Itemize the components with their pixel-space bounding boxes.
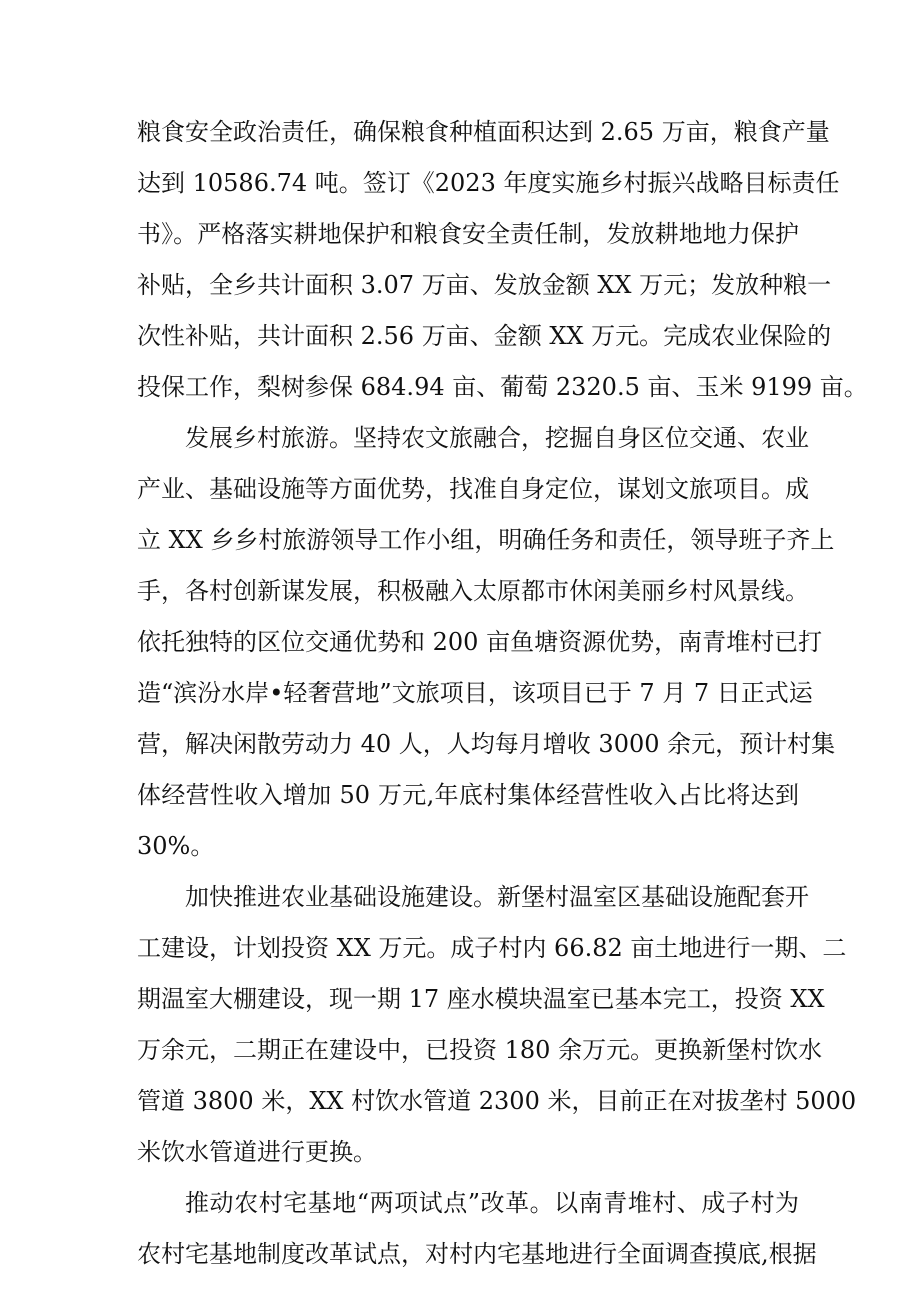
text-line: 达到 10586.74 吨。签订《2023 年度实施乡村振兴战略目标责任 — [137, 169, 840, 197]
paragraph-first-line: 加快推进农业基础设施建设。新堡村温室区基础设施配套开 — [185, 883, 809, 911]
text-line: 万余元，二期正在建设中，已投资 180 余万元。更换新堡村饮水 — [137, 1036, 823, 1064]
paragraph-last-line: 投保工作，梨树参保 684.94 亩、葡萄 2320.5 亩、玉米 9199 亩。 — [137, 373, 868, 401]
text-line: 手，各村创新谋发展，积极融入太原都市休闲美丽乡村风景线。 — [137, 577, 809, 605]
paragraph-first-line: 发展乡村旅游。坚持农文旅融合，挖掘自身区位交通、农业 — [185, 424, 809, 452]
paragraph-first-line: 推动农村宅基地“两项试点”改革。以南青堆村、成子村为 — [185, 1189, 799, 1217]
paragraph-last-line: 米饮水管道进行更换。 — [137, 1138, 377, 1166]
text-line: 营，解决闲散劳动力 40 人，人均每月增收 3000 余元，预计村集 — [137, 730, 836, 758]
paragraph-last-line: 30%。 — [137, 832, 215, 860]
text-line: 书》。严格落实耕地保护和粮食安全责任制，发放耕地地力保护 — [137, 220, 799, 248]
text-line: 工建设，计划投资 XX 万元。成子村内 66.82 亩土地进行一期、二 — [137, 934, 847, 962]
text-line: 期温室大棚建设，现一期 17 座水模块温室已基本完工，投资 XX — [137, 985, 825, 1013]
text-line: 立 XX 乡乡村旅游领导工作小组，明确任务和责任，领导班子齐上 — [137, 526, 835, 554]
text-line: 粮食安全政治责任，确保粮食种植面积达到 2.65 万亩，粮食产量 — [137, 118, 830, 146]
text-line: 次性补贴，共计面积 2.56 万亩、金额 XX 万元。完成农业保险的 — [137, 322, 832, 350]
text-line: 管道 3800 米，XX 村饮水管道 2300 米，目前正在对拔垄村 5000 — [137, 1087, 857, 1115]
text-line: 补贴，全乡共计面积 3.07 万亩、发放金额 XX 万元；发放种粮一 — [137, 271, 832, 299]
text-line: 体经营性收入增加 50 万元,年底村集体经营性收入占比将达到 — [137, 781, 799, 809]
text-line: 依托独特的区位交通优势和 200 亩鱼塘资源优势，南青堆村已打 — [137, 628, 823, 656]
text-line: 产业、基础设施等方面优势，找准自身定位，谋划文旅项目。成 — [137, 475, 809, 503]
text-line: 造“滨汾水岸•轻奢营地”文旅项目，该项目已于 7 月 7 日正式运 — [137, 679, 813, 707]
text-line: 农村宅基地制度改革试点，对村内宅基地进行全面调查摸底,根据 — [137, 1240, 817, 1268]
